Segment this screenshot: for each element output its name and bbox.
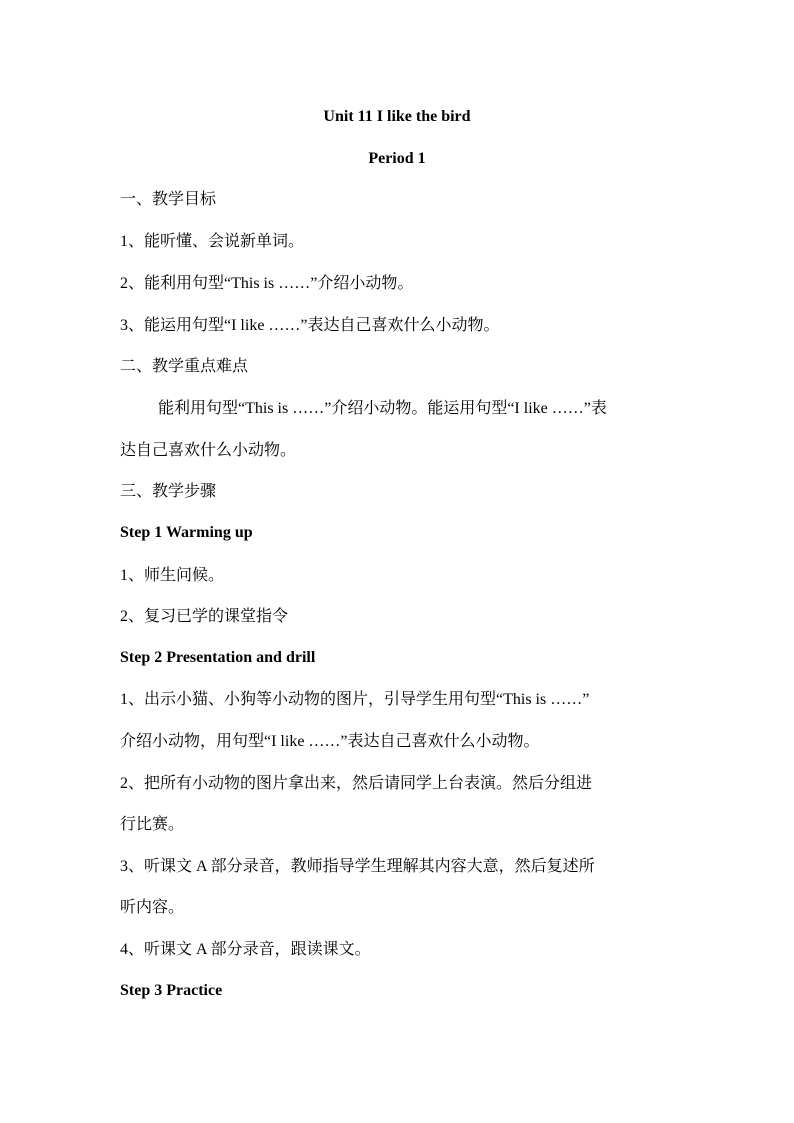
objective-item: 1、能听懂、会说新单词。 [120, 233, 305, 250]
step2-heading: Step 2 Presentation and drill [120, 649, 316, 666]
step2-line: 3、听课文 A 部分录音，教师指导学生理解其内容大意，然后复述所 [120, 858, 595, 875]
step1-item: 2、复习已学的课堂指令 [120, 608, 289, 625]
section-heading-steps: 三、教学步骤 [120, 483, 217, 500]
step2-line: 2、把所有小动物的图片拿出来，然后请同学上台表演。然后分组进 [120, 775, 593, 792]
step2-line: 听内容。 [120, 899, 185, 916]
section-heading-objectives: 一、教学目标 [120, 191, 217, 208]
document-title: Unit 11 I like the bird [323, 108, 471, 125]
section-heading-key-points: 二、教学重点难点 [120, 358, 249, 375]
step3-heading: Step 3 Practice [120, 982, 223, 999]
step1-item: 1、师生问候。 [120, 567, 225, 584]
step2-line: 1、出示小猫、小狗等小动物的图片，引导学生用句型“This is ……” [120, 691, 590, 708]
step2-line: 介绍小动物，用句型“I like ……”表达自己喜欢什么小动物。 [120, 733, 540, 750]
objective-item: 3、能运用句型“I like ……”表达自己喜欢什么小动物。 [120, 317, 500, 334]
step2-line: 行比赛。 [120, 816, 185, 833]
key-points-paragraph-line: 能利用句型“This is ……”介绍小动物。能运用句型“I like ……”表 [158, 400, 607, 417]
key-points-paragraph-line: 达自己喜欢什么小动物。 [120, 442, 297, 459]
document-subtitle: Period 1 [368, 150, 426, 167]
objective-item: 2、能利用句型“This is ……”介绍小动物。 [120, 275, 414, 292]
step1-heading: Step 1 Warming up [120, 524, 253, 541]
step2-line: 4、听课文 A 部分录音，跟读课文。 [120, 941, 371, 958]
